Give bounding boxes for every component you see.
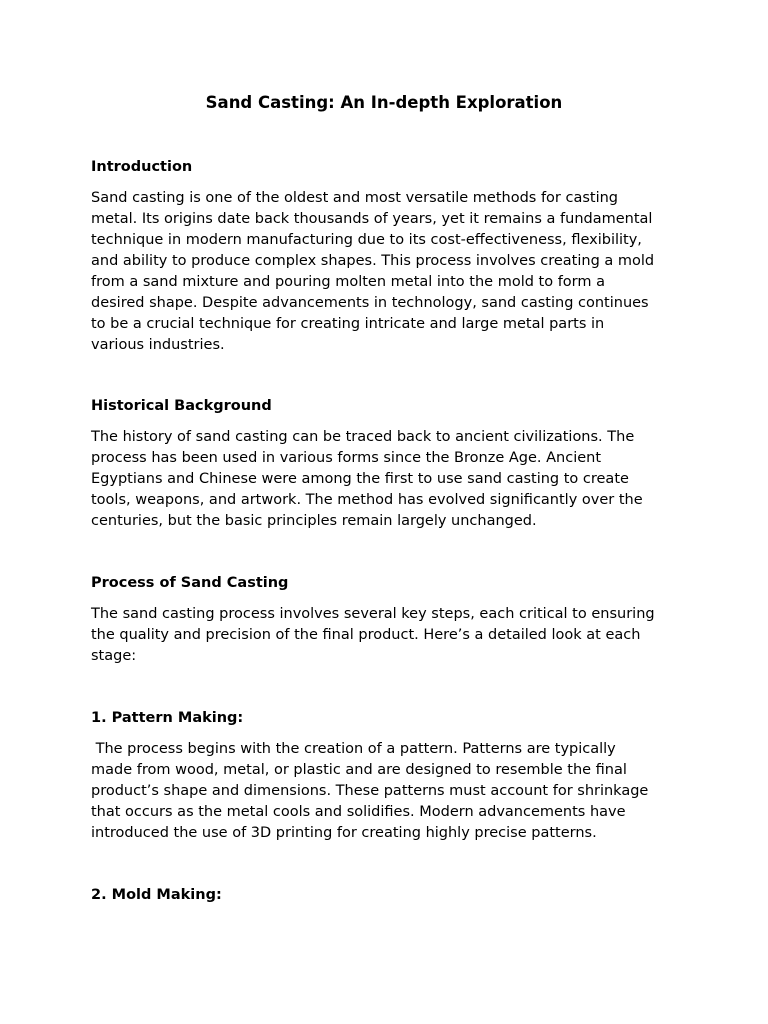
section-heading-process: Process of Sand Casting xyxy=(91,575,289,591)
section-heading-historical-background: Historical Background xyxy=(91,398,272,414)
paragraph-line: tools, weapons, and artwork. The method has evolved significantly over the xyxy=(91,492,643,508)
section-paragraph-pattern-making xyxy=(91,739,691,844)
paragraph-line: technique in modern manufacturing due to its cost-effectiveness, flexibility, xyxy=(91,232,642,248)
paragraph-line: Egyptians and Chinese were among the first to use sand casting to create xyxy=(91,471,629,487)
section-paragraph-introduction xyxy=(91,188,691,356)
paragraph-line: Sand casting is one of the oldest and most versatile methods for casting xyxy=(91,190,619,206)
paragraph-line: The process begins with the creation of a pattern. Patterns are typically xyxy=(91,741,616,757)
paragraph-line: from a sand mixture and pouring molten metal into the mold to form a xyxy=(91,274,605,290)
paragraph-line: product’s shape and dimensions. These patterns must account for shrinkage xyxy=(91,783,649,799)
paragraph-line: metal. Its origins date back thousands of years, yet it remains a fundamental xyxy=(91,211,653,227)
paragraph-line: process has been used in various forms since the Bronze Age. Ancient xyxy=(91,450,602,466)
paragraph-line: the quality and precision of the final product. Here’s a detailed look at each xyxy=(91,627,641,643)
paragraph-line: introduced the use of 3D printing for creating highly precise patterns. xyxy=(91,825,597,841)
paragraph-line: that occurs as the metal cools and solidifies. Modern advancements have xyxy=(91,804,626,820)
paragraph-line: and ability to produce complex shapes. This process involves creating a mold xyxy=(91,253,655,269)
paragraph-line: The history of sand casting can be traced back to ancient civilizations. The xyxy=(91,429,635,445)
document-title: Sand Casting: An In-depth Exploration xyxy=(205,93,563,112)
section-paragraph-historical-background xyxy=(91,427,691,532)
paragraph-line: made from wood, metal, or plastic and are designed to resemble the final xyxy=(91,762,627,778)
paragraph-line: The sand casting process involves several key steps, each critical to ensuring xyxy=(91,606,655,622)
paragraph-line: to be a crucial technique for creating intricate and large metal parts in xyxy=(91,316,605,332)
paragraph-line: various industries. xyxy=(91,337,225,353)
section-heading-introduction: Introduction xyxy=(91,159,193,175)
paragraph-line: desired shape. Despite advancements in technology, sand casting continues xyxy=(91,295,649,311)
section-heading-pattern-making: 1. Pattern Making: xyxy=(91,710,244,726)
section-heading-mold-making: 2. Mold Making: xyxy=(91,887,222,903)
section-paragraph-process xyxy=(91,604,691,667)
paragraph-line: centuries, but the basic principles remain largely unchanged. xyxy=(91,513,537,529)
paragraph-line: stage: xyxy=(91,648,137,664)
